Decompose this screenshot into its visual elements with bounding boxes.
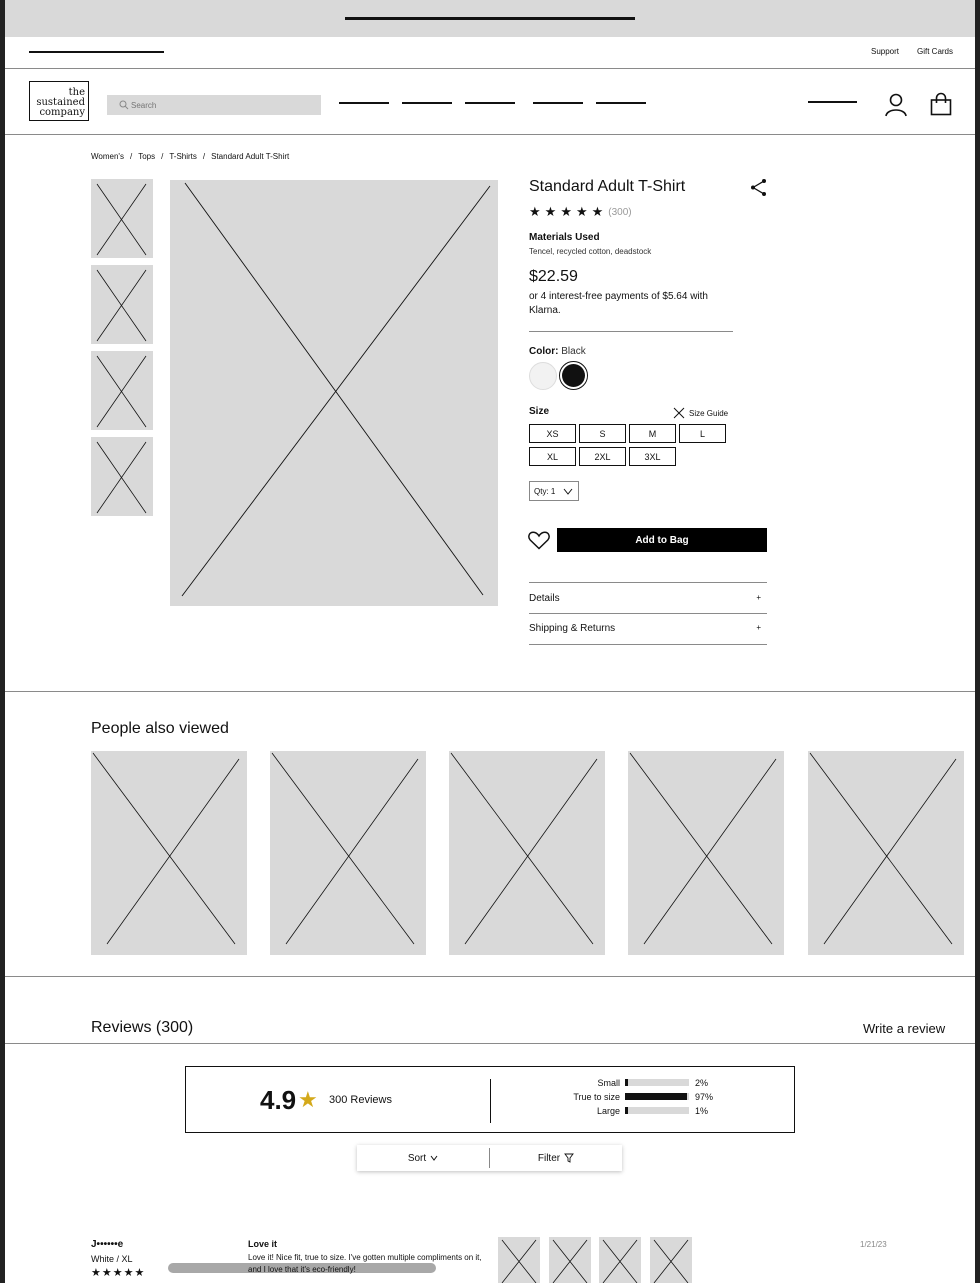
filter-button[interactable] [490, 1145, 622, 1171]
size-option-s[interactable]: S [579, 424, 626, 443]
also-viewed-product-card[interactable] [628, 751, 784, 955]
product-thumbnail[interactable] [91, 351, 153, 430]
fit-value: 1% [695, 1106, 709, 1116]
product-main-image[interactable] [170, 180, 498, 606]
review-variant: White / XL [91, 1254, 133, 1264]
fit-bar-fill [627, 1079, 628, 1086]
summary-divider [490, 1079, 491, 1123]
fit-bar-fill [627, 1107, 628, 1114]
add-to-bag-button[interactable]: Add to Bag [557, 528, 767, 552]
search-bar[interactable] [107, 95, 321, 115]
product-thumbnail[interactable] [91, 179, 153, 258]
review-photo[interactable] [650, 1237, 692, 1283]
logo-line: the [68, 87, 85, 98]
gift-cards-link[interactable]: Gift Cards [917, 47, 954, 56]
plus-icon: + [756, 593, 761, 602]
plus-icon: + [756, 623, 761, 632]
section-divider [5, 976, 975, 977]
color-label: Color: [529, 346, 559, 357]
color-swatch-black[interactable] [559, 361, 588, 390]
share-icon[interactable] [750, 178, 768, 197]
product-rating[interactable] [529, 204, 632, 220]
size-label: Size [529, 406, 550, 417]
star-icon: ★ [112, 1267, 123, 1279]
accordion-label: Shipping & Returns [529, 623, 616, 634]
account-icon[interactable] [885, 93, 907, 117]
fit-bar [625, 1079, 689, 1086]
size-option-l[interactable]: L [679, 424, 726, 443]
breadcrumb-current: Standard Adult T-Shirt [211, 152, 290, 161]
logo-line: sustained [36, 97, 85, 108]
product-title: Standard Adult T-Shirt [529, 178, 686, 195]
fit-bar [625, 1107, 689, 1114]
star-icon: ★ [123, 1267, 134, 1279]
divider [5, 1043, 975, 1044]
nav-item-2[interactable] [402, 102, 452, 104]
review-date: 1/21/23 [860, 1240, 887, 1249]
review-photo[interactable] [549, 1237, 591, 1283]
ruler-icon [673, 407, 685, 419]
review-body: Love it! Nice fit, true to size. I've gotten multiple compliments on it, and I love that it's eco-friendly! [248, 1253, 482, 1274]
star-icon: ★ [91, 1267, 101, 1279]
breadcrumb-separator: / [202, 152, 206, 161]
header-link-placeholder[interactable] [808, 101, 857, 103]
fit-value: 2% [695, 1078, 709, 1088]
divider [5, 134, 975, 135]
star-icon: ★ [544, 204, 557, 219]
quantity-value: Qty: 1 [534, 486, 556, 496]
also-viewed-product-card[interactable] [449, 751, 605, 955]
star-icon: ★ [591, 204, 604, 219]
product-page [5, 0, 975, 1283]
star-icon: ★ [298, 1087, 318, 1112]
breadcrumb-womens[interactable]: Women's [91, 152, 124, 161]
product-thumbnail[interactable] [91, 265, 153, 344]
product-thumbnail[interactable] [91, 437, 153, 516]
materials-heading: Materials Used [529, 232, 600, 243]
logo-line: company [39, 107, 85, 118]
search-input[interactable] [131, 98, 311, 112]
breadcrumb-t-shirts[interactable]: T-Shirts [169, 152, 197, 161]
accordion-details[interactable] [529, 583, 767, 613]
nav-item-3[interactable] [465, 102, 515, 104]
chevron-down-icon [430, 1155, 438, 1161]
fit-bar-fill [627, 1093, 687, 1100]
color-value: Black [561, 346, 586, 357]
also-viewed-product-card[interactable] [91, 751, 247, 955]
size-option-2xl[interactable]: 2XL [579, 447, 626, 466]
also-viewed-product-card[interactable] [808, 751, 964, 955]
color-swatch-fill [562, 364, 585, 387]
logo[interactable] [29, 81, 89, 121]
review-count: 300 Reviews [329, 1094, 392, 1106]
divider [529, 644, 767, 645]
fit-label: True to size [573, 1092, 620, 1102]
star-icon: ★ [529, 204, 541, 219]
size-option-xl[interactable]: XL [529, 447, 576, 466]
utility-bar [5, 37, 975, 68]
size-guide-link[interactable] [673, 407, 728, 419]
size-option-xs[interactable]: XS [529, 424, 576, 443]
also-viewed-heading: People also viewed [91, 720, 229, 737]
quantity-select[interactable] [529, 481, 579, 501]
fit-label: Large [596, 1106, 620, 1116]
chevron-down-icon [563, 488, 573, 495]
breadcrumb-separator: / [129, 152, 133, 161]
sort-label: Sort [407, 1152, 427, 1164]
review-score: 4.9 [260, 1085, 297, 1115]
breadcrumb-separator: / [161, 152, 164, 161]
accordion-label: Details [529, 593, 560, 604]
size-option-m[interactable]: M [629, 424, 676, 443]
review-photo[interactable] [498, 1237, 540, 1283]
wishlist-heart-icon[interactable] [528, 531, 550, 550]
nav-item-5[interactable] [596, 102, 646, 104]
fit-bar [625, 1093, 689, 1100]
size-guide-label: Size Guide [689, 408, 729, 418]
review-summary-box [185, 1066, 795, 1133]
breadcrumb [91, 152, 289, 161]
rating-count: (300) [608, 206, 632, 218]
color-swatch-white[interactable] [529, 362, 557, 390]
review-photo[interactable] [599, 1237, 641, 1283]
write-review-link[interactable]: Write a review [863, 1021, 946, 1036]
filter-funnel-icon [564, 1153, 574, 1163]
divider [529, 331, 733, 332]
sort-filter-bar [357, 1145, 622, 1171]
star-icon: ★ [101, 1267, 112, 1279]
shopping-bag-icon[interactable] [930, 92, 952, 116]
announcement-bar [5, 0, 975, 37]
color-row [529, 346, 586, 357]
nav-item-1[interactable] [339, 102, 389, 104]
star-icon: ★ [575, 204, 588, 219]
fit-label: Small [597, 1078, 620, 1088]
utility-placeholder-line [29, 51, 164, 53]
main-header [5, 69, 975, 134]
announcement-placeholder-line [345, 17, 635, 20]
accordion-shipping-returns[interactable] [529, 614, 767, 644]
breadcrumb-tops[interactable]: Tops [138, 152, 156, 161]
fit-value: 97% [695, 1092, 714, 1102]
installments-text: or 4 interest-free payments of $5.64 with Klarna. [529, 291, 708, 316]
review-author: J••••••e [91, 1239, 124, 1250]
sort-button[interactable] [357, 1145, 489, 1171]
section-divider [5, 691, 975, 692]
also-viewed-product-card[interactable] [270, 751, 426, 955]
materials-text: Tencel, recycled cotton, deadstock [529, 247, 652, 256]
support-link[interactable]: Support [871, 47, 900, 56]
product-price: $22.59 [529, 268, 578, 285]
search-icon [119, 100, 129, 110]
nav-item-4[interactable] [533, 102, 583, 104]
review-title: Love it [248, 1239, 278, 1249]
filter-label: Filter [537, 1152, 561, 1164]
review-stars [91, 1266, 144, 1279]
star-icon: ★ [560, 204, 572, 219]
reviews-heading: Reviews (300) [91, 1019, 194, 1036]
star-icon: ★ [134, 1267, 145, 1279]
size-option-3xl[interactable]: 3XL [629, 447, 676, 466]
